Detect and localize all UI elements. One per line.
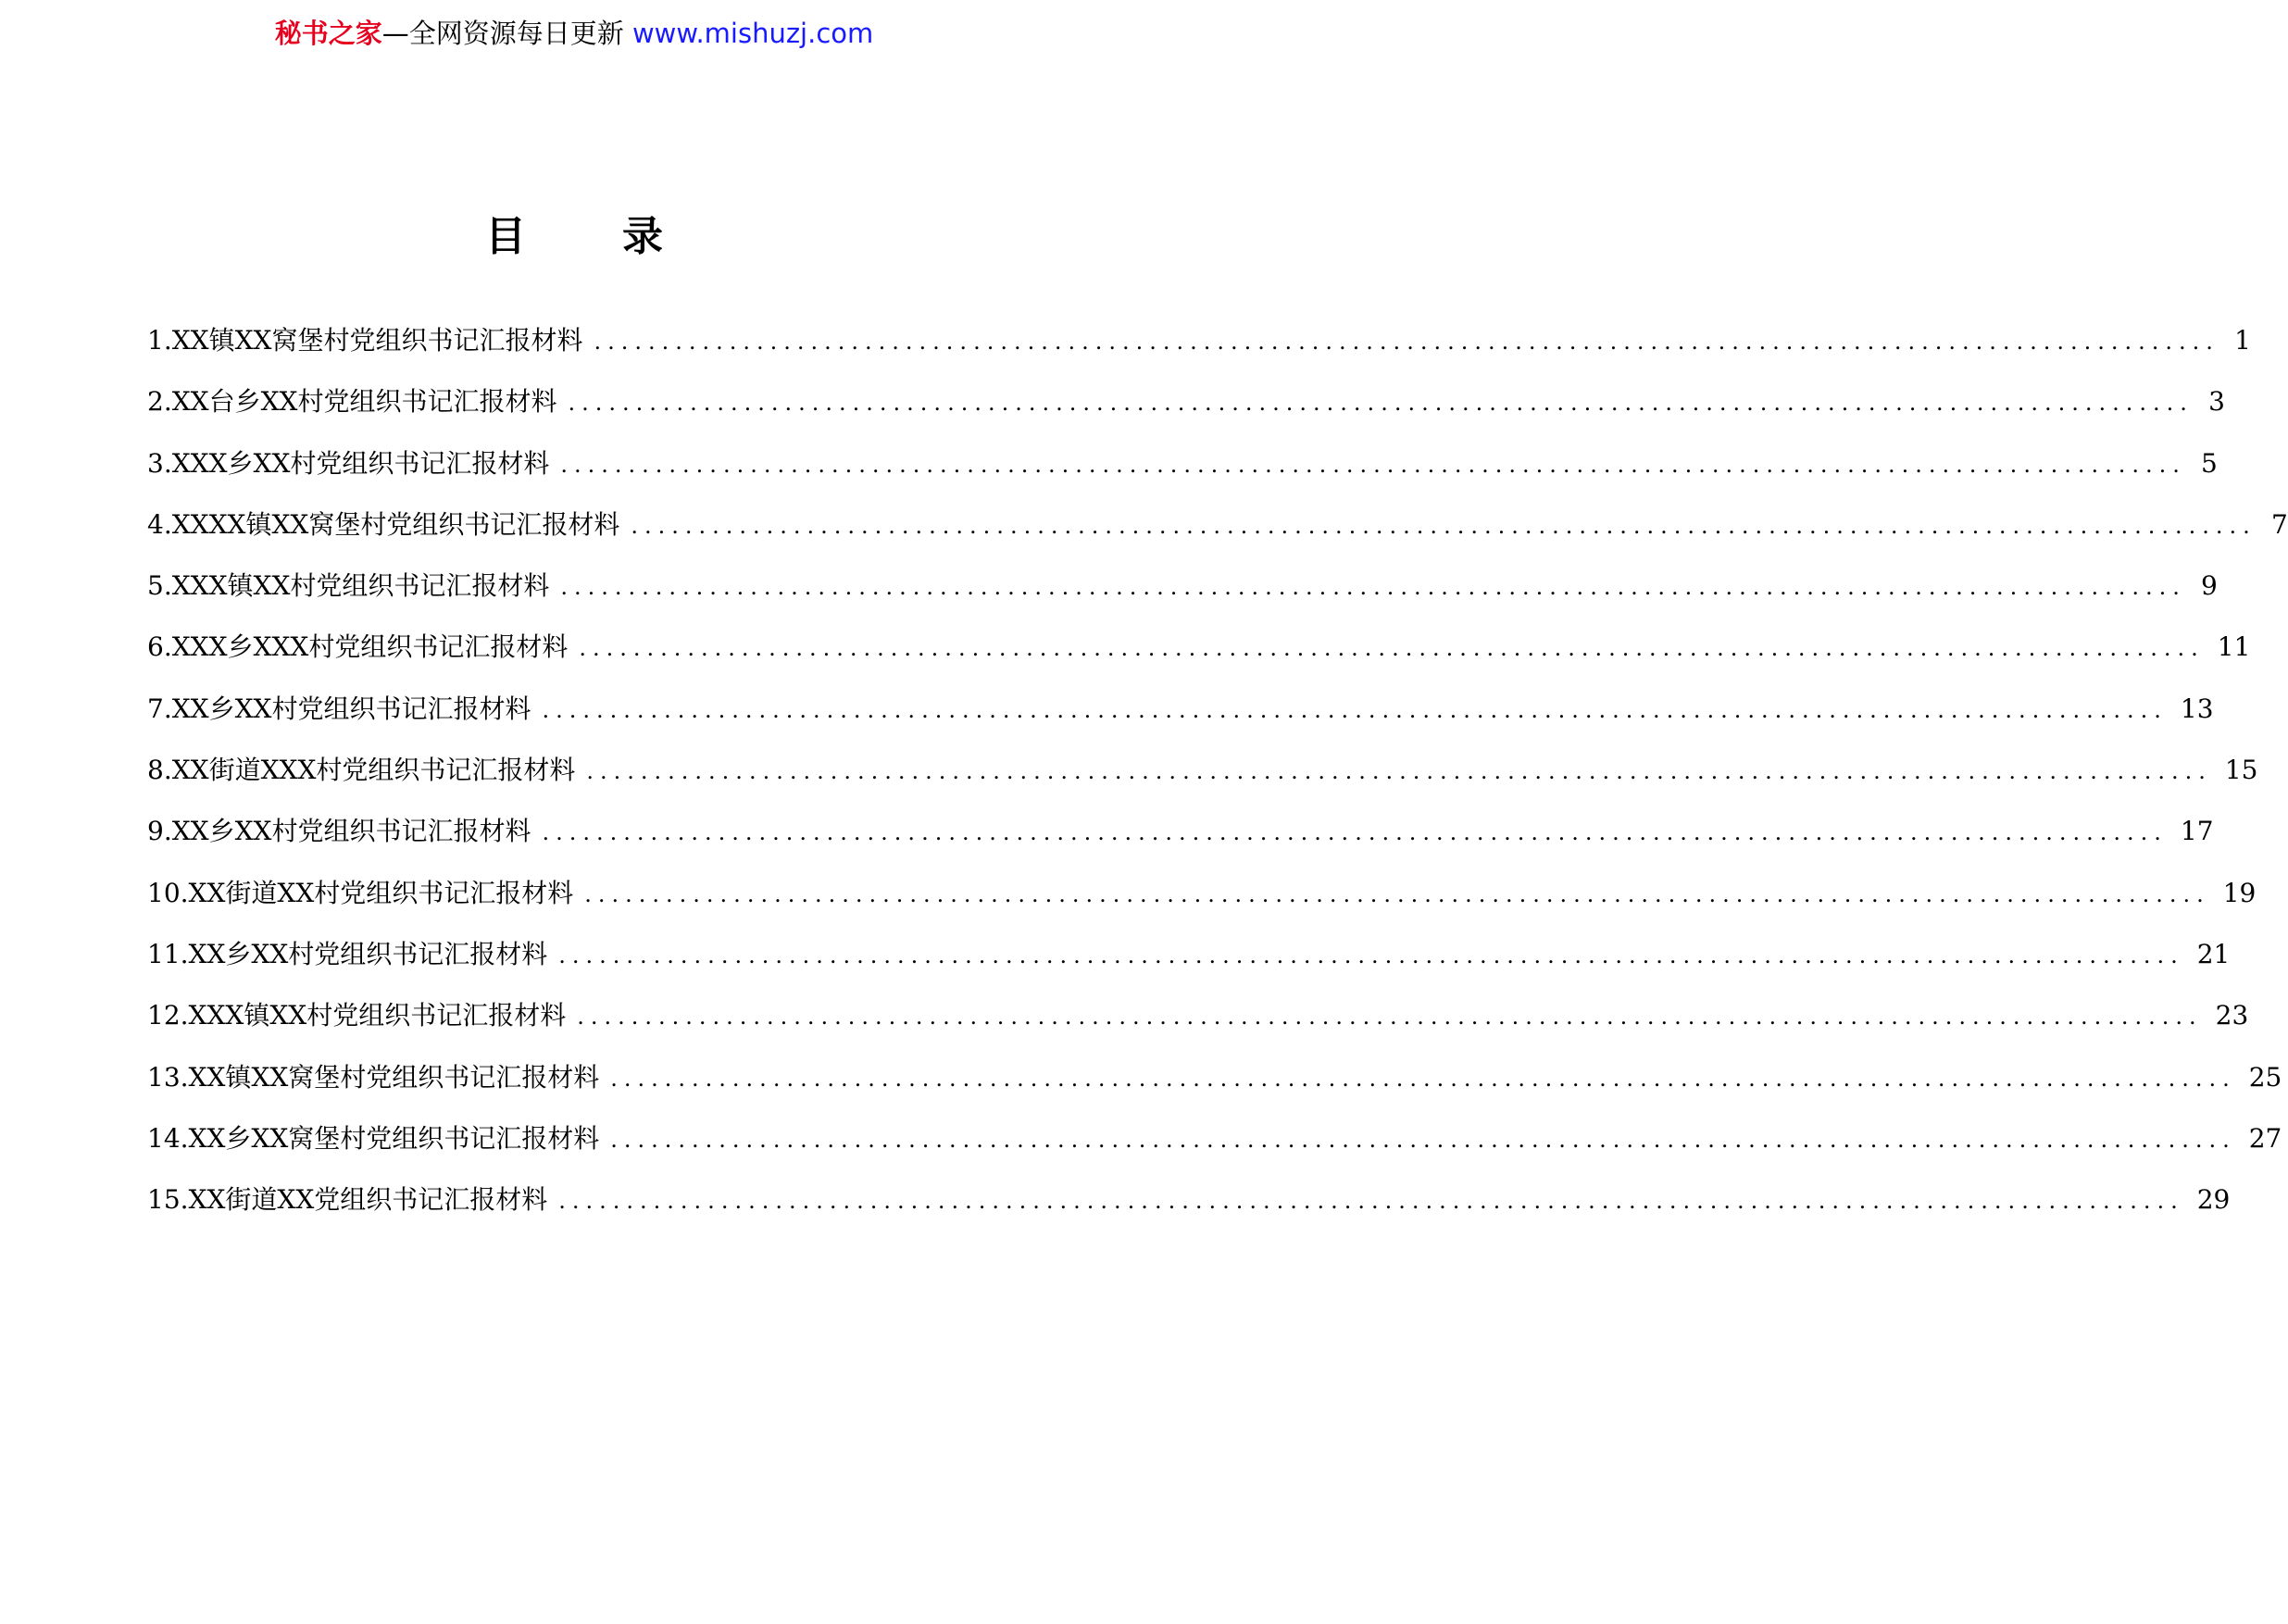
toc-entry-label: 7.XX乡XX村党组织书记汇报材料 bbox=[147, 693, 531, 724]
table-of-contents bbox=[147, 322, 2288, 1243]
page-title bbox=[0, 211, 1148, 263]
toc-entry[interactable] bbox=[147, 445, 2218, 506]
toc-entry-label: 6.XXX乡XXX村党组织书记汇报材料 bbox=[147, 631, 569, 663]
toc-entry[interactable] bbox=[147, 568, 2218, 629]
toc-dot-leader: ........................................................................................................................ bbox=[542, 696, 2168, 723]
toc-entry[interactable] bbox=[147, 506, 2288, 568]
page-title-char-2: 录 bbox=[622, 213, 663, 260]
toc-entry-label: 3.XXX乡XX村党组织书记汇报材料 bbox=[147, 447, 550, 479]
toc-entry[interactable] bbox=[147, 1059, 2282, 1120]
toc-entry[interactable] bbox=[147, 629, 2251, 690]
toc-entry-page-number: 29 bbox=[2196, 1184, 2231, 1216]
toc-entry-page-number: 19 bbox=[2222, 877, 2257, 908]
site-url-link[interactable]: www.mishuzj.com bbox=[631, 18, 874, 49]
toc-entry[interactable] bbox=[147, 1181, 2231, 1243]
toc-entry-page-number: 27 bbox=[2248, 1122, 2282, 1154]
toc-dot-leader: ........................................................................................................................ bbox=[558, 1188, 2184, 1215]
toc-entry-label: 1.XX镇XX窝堡村党组织书记汇报材料 bbox=[147, 325, 583, 356]
toc-dot-leader: ........................................................................................................................ bbox=[579, 635, 2205, 662]
toc-dot-leader: ........................................................................................................................ bbox=[568, 390, 2194, 417]
toc-entry-page-number: 13 bbox=[2180, 693, 2214, 724]
toc-entry-label: 11.XX乡XX村党组织书记汇报材料 bbox=[147, 938, 548, 969]
toc-dot-leader: ........................................................................................................................ bbox=[594, 329, 2219, 355]
toc-dot-leader: ........................................................................................................................ bbox=[560, 451, 2186, 478]
site-tagline: —全网资源每日更新 bbox=[381, 18, 632, 49]
toc-entry-label: 13.XX镇XX窝堡村党组织书记汇报材料 bbox=[147, 1061, 600, 1093]
toc-entry-label: 5.XXX镇XX村党组织书记汇报材料 bbox=[147, 570, 550, 602]
toc-entry-label: 4.XXXX镇XX窝堡村党组织书记汇报材料 bbox=[147, 508, 620, 540]
toc-entry-page-number: 21 bbox=[2196, 938, 2231, 969]
toc-entry-page-number: 5 bbox=[2201, 447, 2218, 479]
toc-entry-label: 9.XX乡XX村党组织书记汇报材料 bbox=[147, 816, 531, 847]
toc-entry-page-number: 15 bbox=[2224, 755, 2258, 786]
toc-dot-leader: ........................................................................................................................ bbox=[577, 1004, 2203, 1031]
toc-entry[interactable] bbox=[147, 383, 2225, 444]
toc-entry[interactable] bbox=[147, 1120, 2282, 1181]
toc-entry[interactable] bbox=[147, 813, 2214, 874]
toc-entry-page-number: 23 bbox=[2215, 1000, 2249, 1031]
toc-entry-page-number: 25 bbox=[2248, 1061, 2282, 1093]
toc-entry-page-number: 1 bbox=[2234, 325, 2251, 356]
toc-entry[interactable] bbox=[147, 997, 2249, 1058]
toc-dot-leader: ........................................................................................................................ bbox=[584, 881, 2210, 907]
toc-entry-page-number: 9 bbox=[2201, 570, 2218, 602]
toc-entry[interactable] bbox=[147, 322, 2251, 383]
toc-entry-label: 2.XX台乡XX村党组织书记汇报材料 bbox=[147, 386, 557, 418]
toc-entry-label: 10.XX街道XX村党组织书记汇报材料 bbox=[147, 877, 574, 908]
site-header bbox=[0, 13, 1148, 54]
toc-entry-page-number: 11 bbox=[2217, 631, 2251, 663]
toc-entry-page-number: 17 bbox=[2180, 816, 2214, 847]
site-brand: 秘书之家 bbox=[274, 18, 382, 49]
toc-entry-label: 15.XX街道XX党组织书记汇报材料 bbox=[147, 1184, 548, 1216]
toc-dot-leader: ........................................................................................................................ bbox=[560, 574, 2186, 601]
toc-dot-leader: ........................................................................................................................ bbox=[631, 512, 2257, 539]
toc-entry[interactable] bbox=[147, 691, 2214, 752]
toc-entry-label: 8.XX街道XXX村党组织书记汇报材料 bbox=[147, 755, 576, 786]
toc-dot-leader: ........................................................................................................................ bbox=[558, 942, 2184, 968]
toc-dot-leader: ........................................................................................................................ bbox=[610, 1126, 2236, 1153]
toc-entry[interactable] bbox=[147, 752, 2258, 813]
toc-entry[interactable] bbox=[147, 875, 2257, 936]
toc-entry-label: 12.XXX镇XX村党组织书记汇报材料 bbox=[147, 1000, 567, 1031]
toc-entry[interactable] bbox=[147, 936, 2231, 997]
toc-dot-leader: ........................................................................................................................ bbox=[610, 1065, 2236, 1092]
toc-dot-leader: ........................................................................................................................ bbox=[586, 758, 2212, 785]
page-title-char-1: 目 bbox=[485, 213, 526, 260]
toc-entry-page-number: 3 bbox=[2208, 386, 2225, 418]
toc-dot-leader: ........................................................................................................................ bbox=[542, 819, 2168, 846]
toc-entry-page-number: 7 bbox=[2270, 508, 2288, 540]
toc-entry-label: 14.XX乡XX窝堡村党组织书记汇报材料 bbox=[147, 1122, 600, 1154]
